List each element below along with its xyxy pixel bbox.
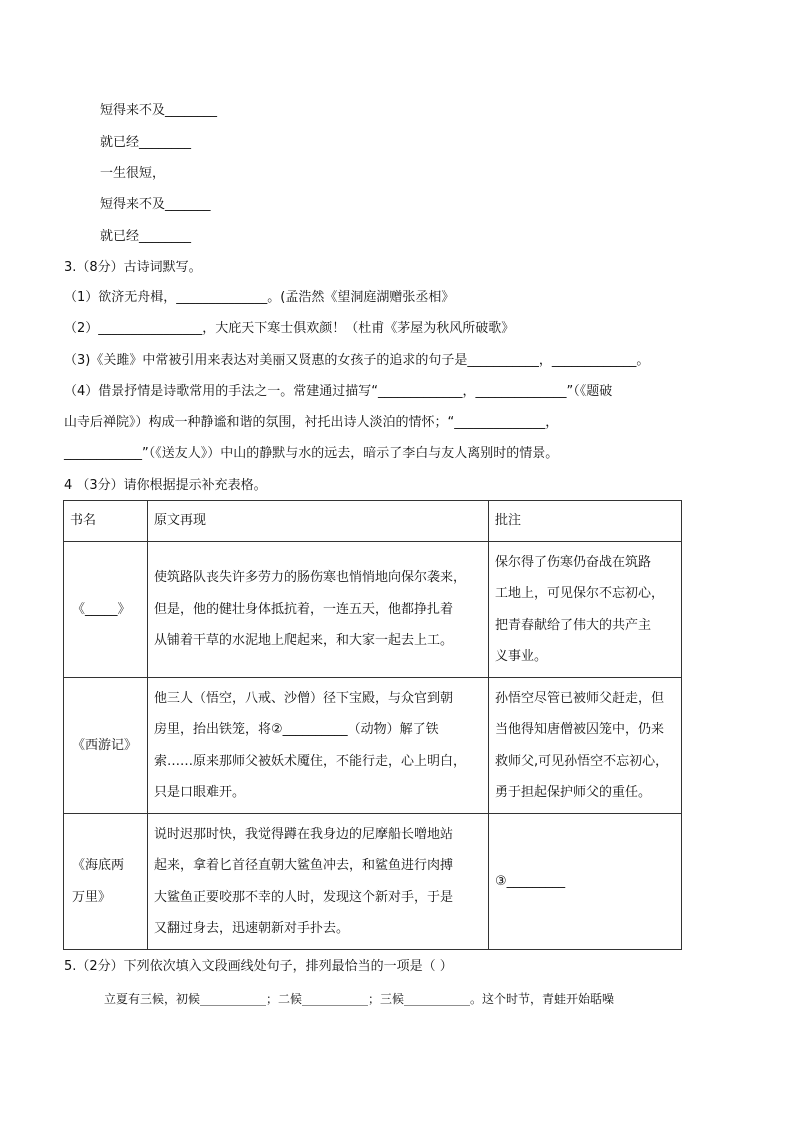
question-3-item-2: （2）________________，大庇天下寒士俱欢颜！（杜甫《茅屋为秋风所破歌》 <box>64 321 515 336</box>
book-table <box>63 500 682 950</box>
annotation <box>489 678 682 814</box>
original-text <box>148 678 489 814</box>
original-text <box>148 542 489 678</box>
question-3-item-4b: 山寺后禅院》）构成一种静谧和谐的氛围，衬托出诗人淡泊的情怀；“______________， <box>64 415 559 430</box>
book-title: 《西游记》 <box>64 678 148 814</box>
note-line: 保尔得了伤寒仍奋战在筑路 <box>495 554 652 570</box>
annotation <box>489 814 682 950</box>
question-3-item-1: （1）欲济无舟楫，______________。(孟浩然《望洞庭湖赠张丞相》 <box>64 290 455 305</box>
text-line: 大鲨鱼正要咬那不幸的人时，发现这个新对手，于是 <box>154 889 454 905</box>
text-line: 说时迟那时快，我觉得蹲在我身边的尼摩船长噌地站 <box>154 826 454 842</box>
header-note: 批注 <box>489 501 682 542</box>
header-book: 书名 <box>64 501 148 542</box>
table-row <box>64 678 682 814</box>
text-line: 他三人（悟空，八戒、沙僧）径下宝殿，与众官到朝 <box>154 690 454 706</box>
note-line: 义事业。 <box>495 649 548 664</box>
annotation <box>489 542 682 678</box>
text-line: 又翻过身去，迅速朝新对手扑去。 <box>154 921 350 936</box>
question-5-text: 立夏有三候，初候___________；二候___________；三候___________。这个时节，青蛙开始聒噪 <box>104 992 615 1006</box>
note-line: 勇于担起保护师父的重任。 <box>495 785 652 800</box>
text-line: 从铺着干草的水泥地上爬起来，和大家一起去上工。 <box>154 633 454 649</box>
header-text: 原文再现 <box>148 501 489 542</box>
question-4-title: 4 （3分）请你根据提示补充表格。 <box>64 478 267 493</box>
poem-line-4: 短得来不及_______ <box>100 197 211 212</box>
text-line: 起来，拿着匕首径直朝大鲨鱼冲去，和鲨鱼进行肉搏 <box>154 858 454 873</box>
poem-line-5: 就已经________ <box>100 229 192 244</box>
text-line: 使筑路队丧失许多劳力的肠伤寒也悄悄地向保尔袭来， <box>154 570 467 586</box>
poem-line-3: 一生很短， <box>100 166 166 181</box>
question-3-title: 3.（8分）古诗词默写。 <box>64 260 202 275</box>
poem-line-1: 短得来不及________ <box>100 103 218 118</box>
text-line: 但是，他的健壮身体抵抗着，一连五天，他都挣扎着 <box>154 601 454 617</box>
question-3-item-3: （3)《关雎》中常被引用来表达对美丽又贤惠的女孩子的追求的句子是___________，_____________。 <box>64 353 650 368</box>
note-line: 把青春献给了伟大的共产主 <box>495 617 652 633</box>
question-3-item-4a: （4）借景抒情是诗歌常用的手法之一。常建通过描写“_____________，______________”（《题破 <box>64 384 613 399</box>
note-line: 孙悟空尽管已被师父赶走，但 <box>495 690 665 706</box>
text-line: 房里，抬出铁笼，将②__________（动物）解了铁 <box>154 722 439 737</box>
text-line: 只是口眼难开。 <box>154 785 246 800</box>
note-line: ③_________ <box>495 873 566 889</box>
book-line: 《海底两 <box>72 858 125 873</box>
poem-line-2: 就已经________ <box>100 135 192 150</box>
table-row <box>64 542 682 678</box>
note-line: 当他得知唐僧被囚笼中，仍来 <box>495 722 665 737</box>
note-line: 工地上，可见保尔不忘初心， <box>495 586 665 601</box>
text-line: 索……原来那师父被妖术魇住，不能行走，心上明白， <box>154 753 467 769</box>
question-3-item-4c: ____________”（《送友人》）中山的静默与水的远去，暗示了李白与友人离别时的情景。 <box>64 446 559 461</box>
book-title-blank: 《_____》 <box>64 542 148 678</box>
book-line: 万里》 <box>72 889 112 905</box>
note-line: 救师父,可见孙悟空不忘初心， <box>495 753 669 769</box>
question-5-title: 5.（2分）下列依次填入文段画线处句子，排列最恰当的一项是（ ） <box>64 959 453 974</box>
table-header-row <box>64 501 682 542</box>
table-row <box>64 814 682 950</box>
book-title <box>64 814 148 950</box>
original-text <box>148 814 489 950</box>
